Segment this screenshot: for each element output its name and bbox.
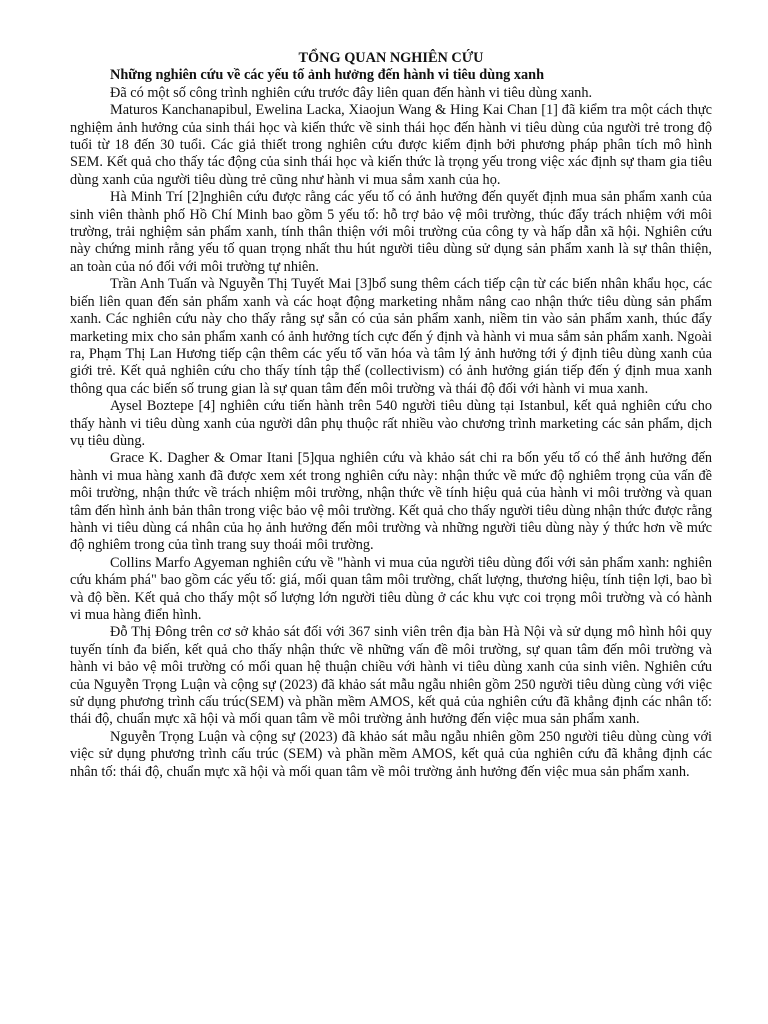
paragraph: Hà Minh Trí [2]nghiên cứu được rằng các yếu tố có ảnh hưởng đến quyết định mua sản phẩm xanh của sinh viên thành phố Hồ Chí Minh bao gồm 5 yếu tố: hỗ trợ bảo vệ môi trường, thúc đẩy trách nhiệm với môi trường, trải nghiệm sản phẩm xanh, tính thân thiện với môi trường của công ty và hấp dẫn xã hội. Nghiên cứu này chứng minh rằng yếu tố quan trọng nhất thu hút người tiêu dùng sử dụng sản phẩm xanh là sự thân thiện, an toàn của nó đối với môi trường tự nhiên.: [70, 189, 712, 275]
paragraph: Collins Marfo Agyeman nghiên cứu về "hành vi mua của người tiêu dùng đối với sản phẩm xanh: nghiên cứu khám phá" bao gồm các yếu tố: giá, mối quan tâm môi trường, chất lượng, thương hiệu, tính tiện lợi, bao bì và độ bền. Kết quả cho thấy một số lượng lớn người tiêu dùng ở các khu vực coi trọng môi trường và có hành vi mua hàng điển hình.: [70, 554, 712, 623]
paragraph: Đã có một số công trình nghiên cứu trước đây liên quan đến hành vi tiêu dùng xanh.: [110, 84, 593, 101]
paragraph: Aysel Boztepe [4] nghiên cứu tiến hành trên 540 người tiêu dùng tại Istanbul, kết quả nghiên cứu cho thấy hành vi tiêu dùng xanh của người dân phụ thuộc rất nhiều vào chương trình marketing các sản phẩm, dịch vụ tiêu dùng.: [70, 398, 712, 449]
page-title: TỔNG QUAN NGHIÊN CỨU: [298, 50, 484, 66]
document-page: [70, 50, 712, 781]
paragraph: Grace K. Dagher & Omar Itani [5]qua nghiên cứu và khảo sát chi ra bốn yếu tố có thể ảnh hưởng đến hành vi mua hàng xanh đã được xem xét trong nghiên cứu này: nhận thức về mức độ nghiêm trọng của vấn đề môi trường, nhận thức về trách nhiệm môi trường, nhận thức về tính hiệu quả của hành vi môi trường và quan tâm đến hình ảnh bản thân trong việc bảo vệ môi trường. Kết quả cho thấy người tiêu dùng nhận thức được rằng hành vi tiêu dùng cá nhân của họ ảnh hưởng đến môi trường và những người tiêu dùng này ý thức hơn về mức độ nghiêm trong của tình trang suy thoái môi trường.: [70, 450, 712, 554]
section-heading: Những nghiên cứu về các yếu tố ảnh hưởng đến hành vi tiêu dùng xanh: [110, 67, 545, 84]
paragraph: Maturos Kanchanapibul, Ewelina Lacka, Xiaojun Wang & Hing Kai Chan [1] đã kiểm tra một cách thực nghiệm ảnh hưởng của sinh thái học và kiến thức về sinh thái học đến hành vi tiêu dùng của người trẻ trong độ tuổi từ 18 đến 30 tuổi. Các giả thiết trong nghiên cứu được kiểm định bởi phương pháp phân tích mô hình SEM. Kết quả cho thấy tác động của sinh thái học và kiến thức là trọng yếu trong việc xác định sự tham gia tiêu dùng xanh của người tiêu dùng trẻ cũng như hành vi mua sắm xanh của họ.: [70, 102, 712, 188]
paragraph: Đỗ Thị Đông trên cơ sở khảo sát đối với 367 sinh viên trên địa bàn Hà Nội và sử dụng mô hình hôi quy tuyến tính đa biến, kết quả cho thấy nhận thức về những vấn đề môi trường, sự quan tâm đến môi trường và hành vi bảo vệ môi trường có mối quan hệ thuận chiều với hành vi tiêu dùng xanh của sinh viên. Nghiên cứu của Nguyễn Trọng Luận và cộng sự (2023) đã khảo sát mẫu ngẫu nhiên gồm 250 người tiêu dùng cùng với việc sử dụng phương trình cấu trúc(SEM) và phần mềm AMOS, kết quả của nghiên cứu đã khẳng định các nhân tố: thái độ, chuẩn mực xã hội và mối quan tâm về môi trường ảnh hưởng đến việc mua sản phẩm xanh.: [70, 624, 712, 728]
paragraph: Trần Anh Tuấn và Nguyễn Thị Tuyết Mai [3]bổ sung thêm cách tiếp cận từ các biến nhân khẩu học, các biến liên quan đến sản phẩm xanh và các hoạt động marketing nhằm nâng cao nhận thức tiêu dùng sản phẩm xanh. Các nghiên cứu này cho thấy rằng sự sẵn có của sản phẩm xanh, niềm tin vào sản phẩm xanh, thúc đẩy marketing mix cho sản phẩm xanh có ảnh hưởng tích cực đến ý định và hành vi mua sắm sản phẩm xanh. Ngoài ra, Phạm Thị Lan Hương tiếp cận thêm các yếu tố văn hóa và tâm lý ảnh hưởng tới ý định tiêu dùng xanh của giới trẻ. Kết quả nghiên cứu cho thấy tính tập thể (collectivism) có ảnh hưởng gián tiếp đến ý định mua xanh thông qua các biến số trung gian là sự quan tâm đến môi trường và thái độ đối với hành vi mua xanh.: [70, 276, 712, 397]
paragraph: Nguyễn Trọng Luận và cộng sự (2023) đã khảo sát mẫu ngẫu nhiên gồm 250 người tiêu dùng cùng với việc sử dụng phương trình cấu trúc (SEM) và phần mềm AMOS, kết quả của nghiên cứu đã khẳng định các nhân tố: thái độ, chuẩn mực xã hội và mối quan tâm về môi trường ảnh hưởng đến việc mua sản phẩm xanh.: [70, 728, 712, 780]
